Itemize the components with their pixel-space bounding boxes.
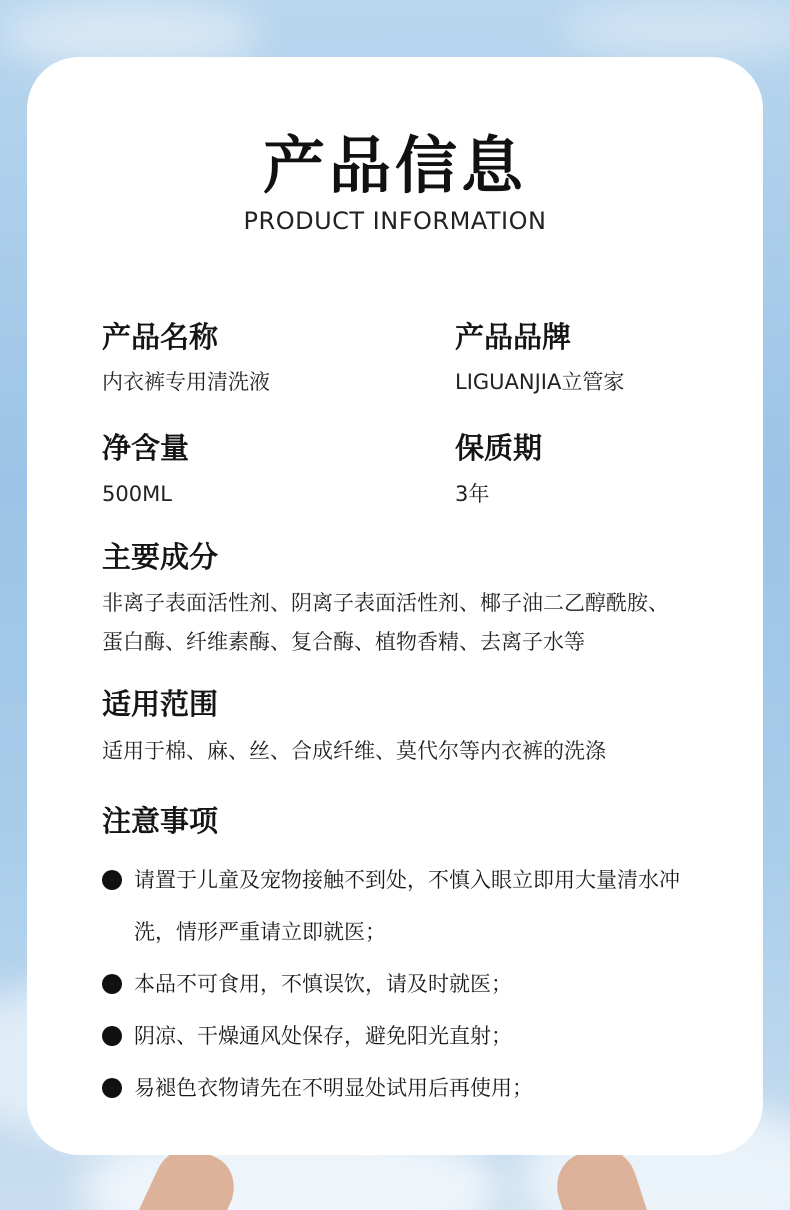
page-title: 产品信息	[262, 129, 527, 202]
bullet-icon	[102, 974, 122, 994]
list-item	[102, 1062, 752, 1114]
list-item	[102, 958, 752, 1010]
net-volume-label: 净含量	[102, 431, 190, 465]
ingredients-line: 非离子表面活性剂、阴离子表面活性剂、椰子油二乙醇酰胺、	[102, 591, 669, 615]
shelf-life-label: 保质期	[455, 431, 543, 465]
product-name-label: 产品名称	[102, 320, 219, 354]
note-text: 阴凉、干燥通风处保存，避免阳光直射；	[134, 1024, 512, 1048]
brand-value: LIGUANJIA立管家	[455, 370, 625, 394]
ingredients-line: 蛋白酶、纤维素酶、复合酶、植物香精、去离子水等	[102, 630, 585, 654]
notes-list	[102, 854, 752, 1114]
note-text: 请置于儿童及宠物接触不到处，不慎入眼立即用大量清水冲	[134, 868, 680, 892]
list-item	[102, 1010, 752, 1062]
shelf-life-value: 3年	[455, 482, 490, 506]
note-text: 本品不可食用，不慎误饮，请及时就医；	[134, 972, 512, 996]
net-volume-value: 500ML	[102, 482, 172, 506]
ingredients-text	[102, 584, 752, 662]
info-card	[27, 57, 763, 1155]
product-name-value: 内衣裤专用清洗液	[102, 370, 270, 394]
bullet-icon	[102, 870, 122, 890]
page-subtitle: PRODUCT INFORMATION	[243, 207, 547, 235]
brand-label: 产品品牌	[455, 320, 572, 354]
scope-text: 适用于棉、麻、丝、合成纤维、莫代尔等内衣裤的洗涤	[102, 739, 606, 763]
note-text: 易褪色衣物请先在不明显处试用后再使用；	[134, 1076, 533, 1100]
ingredients-label: 主要成分	[102, 540, 219, 574]
note-text: 洗，情形严重请立即就医；	[134, 920, 386, 944]
scope-label: 适用范围	[102, 687, 219, 721]
bullet-icon	[102, 1026, 122, 1046]
list-item	[102, 854, 752, 958]
bullet-icon	[102, 1078, 122, 1098]
notes-label: 注意事项	[102, 804, 219, 838]
cloud	[560, 0, 790, 60]
